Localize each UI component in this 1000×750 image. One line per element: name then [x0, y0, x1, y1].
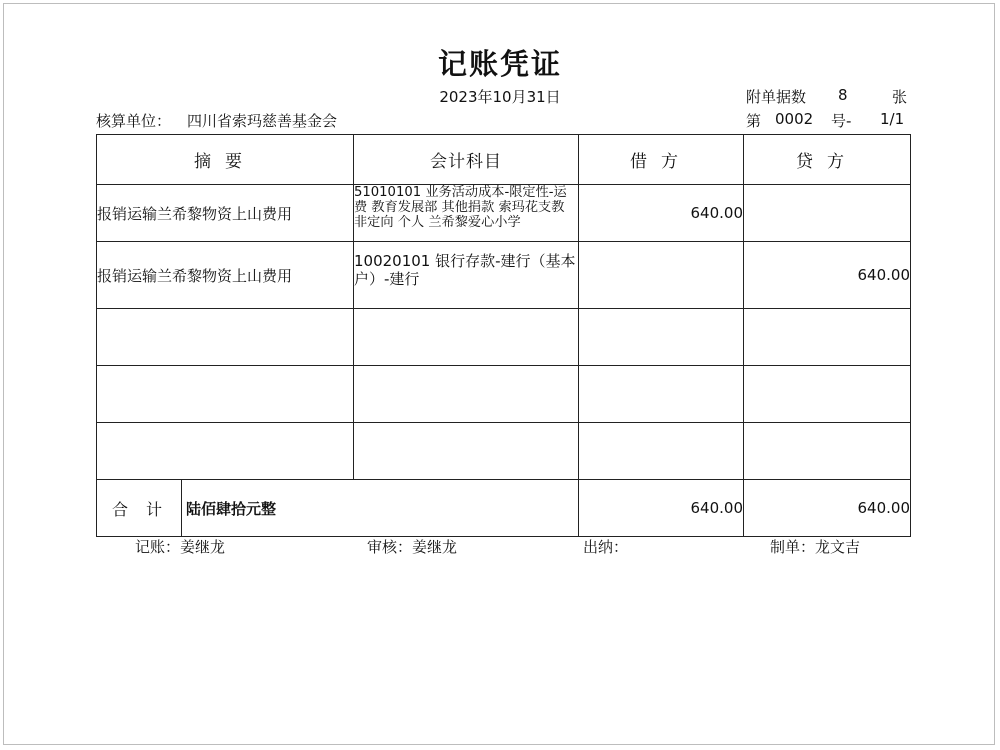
voucher-no-number: 0002 — [775, 110, 814, 128]
accounting-unit-name: 四川省索玛慈善基金会 — [187, 112, 338, 130]
voucher-title: 记账凭证 — [437, 47, 562, 81]
preparer-name: 龙文吉 — [815, 538, 861, 556]
footer-auditor — [367, 536, 457, 557]
empty-row — [97, 366, 911, 423]
auditor-label: 审核： — [367, 538, 413, 556]
footer-cashier — [583, 536, 628, 557]
row-debit — [579, 242, 744, 309]
empty-cell — [97, 366, 354, 423]
empty-cell — [354, 309, 579, 366]
table-row — [97, 185, 911, 242]
preparer-label: 制单： — [770, 538, 816, 556]
header-credit: 贷方 — [744, 135, 911, 185]
row-credit — [744, 185, 911, 242]
voucher-no-suffix: 号- — [831, 112, 852, 130]
voucher-date: 2023年10月31日 — [439, 88, 561, 106]
empty-cell — [579, 309, 744, 366]
total-label: 合计 — [97, 480, 182, 536]
header-account: 会计科目 — [354, 135, 579, 185]
empty-cell — [354, 423, 579, 480]
header-summary: 摘要 — [97, 135, 354, 185]
attachments-label: 附单据数 — [746, 88, 807, 106]
table-row — [97, 242, 911, 309]
empty-row — [97, 423, 911, 480]
voucher-page: 1/1 — [880, 110, 905, 128]
voucher-table — [96, 134, 911, 537]
header-debit: 借方 — [579, 135, 744, 185]
total-credit: 640.00 — [744, 480, 911, 537]
empty-cell — [97, 423, 354, 480]
empty-cell — [579, 423, 744, 480]
cashier-label: 出纳： — [583, 538, 629, 556]
auditor-name: 姜继龙 — [412, 538, 458, 556]
empty-cell — [354, 366, 579, 423]
total-row — [97, 480, 911, 537]
total-amount-words: 陆佰肆拾元整 — [186, 499, 277, 518]
voucher-no-prefix: 第 — [746, 112, 762, 130]
footer-preparer — [770, 536, 860, 557]
row-summary: 报销运输兰希黎物资上山费用 — [97, 242, 354, 309]
row-account: 10020101 银行存款-建行（基本户）-建行 — [354, 242, 579, 309]
attachments-unit: 张 — [892, 88, 908, 106]
total-debit: 640.00 — [579, 480, 744, 537]
attachments-count: 8 — [838, 86, 848, 104]
empty-cell — [579, 366, 744, 423]
empty-cell — [744, 309, 911, 366]
row-account: 51010101 业务活动成本-限定性-运费 教育发展部 其他捐款 索玛花支教 非定向 个人 兰希黎爱心小学 — [354, 185, 579, 242]
empty-cell — [744, 366, 911, 423]
empty-cell — [97, 309, 354, 366]
accounting-unit-label: 核算单位： — [96, 112, 172, 130]
footer-bookkeeper — [135, 536, 225, 557]
empty-cell — [744, 423, 911, 480]
row-debit: 640.00 — [579, 185, 744, 242]
row-credit: 640.00 — [744, 242, 911, 309]
table-header-row — [97, 135, 911, 185]
empty-row — [97, 309, 911, 366]
total-cell — [97, 480, 579, 537]
bookkeeper-name: 姜继龙 — [180, 538, 226, 556]
bookkeeper-label: 记账： — [135, 538, 181, 556]
row-summary: 报销运输兰希黎物资上山费用 — [97, 185, 354, 242]
